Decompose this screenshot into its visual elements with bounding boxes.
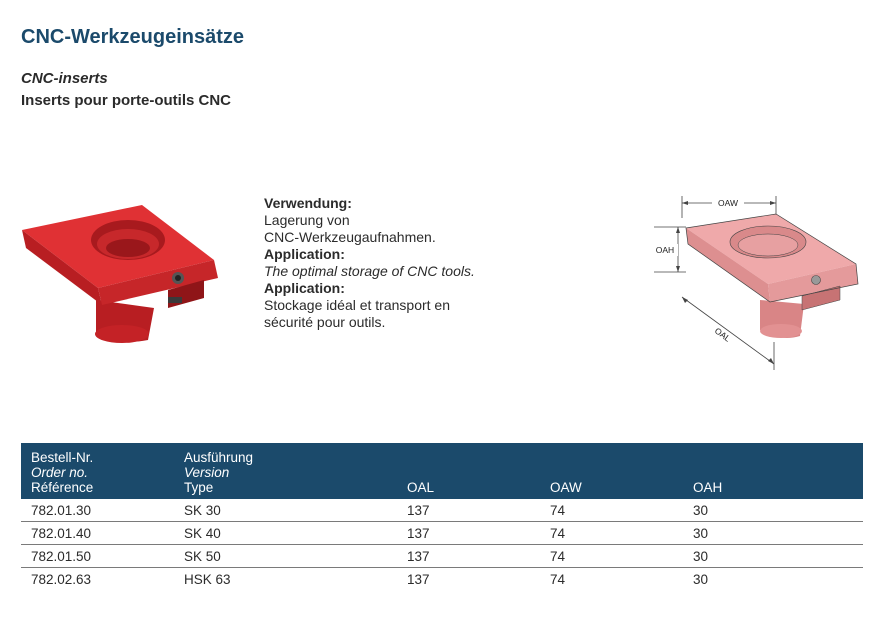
cell-oah: 30 bbox=[683, 499, 863, 522]
cell-type: SK 50 bbox=[174, 545, 397, 568]
usage-text-de-2: CNC-Werkzeugaufnahmen. bbox=[264, 229, 436, 245]
subtitle-french: Inserts pour porte-outils CNC bbox=[21, 92, 232, 109]
subtitle-english: CNC-inserts bbox=[21, 70, 108, 87]
oah-label: OAH bbox=[655, 245, 675, 255]
cell-ref: 782.01.50 bbox=[21, 545, 174, 568]
header-order-de: Bestell-Nr. bbox=[31, 450, 94, 465]
table-row bbox=[21, 545, 863, 568]
cell-oaw: 74 bbox=[540, 499, 683, 522]
specification-table bbox=[21, 443, 863, 590]
cell-type: SK 30 bbox=[174, 499, 397, 522]
application-text-fr-1: Stockage idéal et transport en bbox=[264, 297, 451, 313]
table-row bbox=[21, 522, 863, 545]
cell-oal: 137 bbox=[397, 499, 540, 522]
header-oah: OAH bbox=[693, 480, 723, 495]
oal-label: OAL bbox=[712, 325, 733, 344]
table-row bbox=[21, 499, 863, 522]
application-label-fr: Application: bbox=[264, 280, 345, 296]
cell-oal: 137 bbox=[407, 572, 430, 587]
cell-oah: 30 bbox=[683, 545, 863, 568]
header-version-en: Version bbox=[184, 465, 230, 480]
cell-oal: 137 bbox=[397, 522, 540, 545]
page-title: CNC-Werkzeugeinsätze bbox=[21, 26, 245, 48]
cell-oaw: 74 bbox=[540, 522, 683, 545]
cell-oaw: 74 bbox=[540, 545, 683, 568]
table-header-row bbox=[21, 443, 863, 499]
cell-type: HSK 63 bbox=[184, 572, 231, 587]
header-order-number bbox=[21, 443, 174, 499]
application-text-fr-2: sécurité pour outils. bbox=[264, 314, 386, 330]
cell-type: SK 40 bbox=[174, 522, 397, 545]
cell-ref: 782.01.30 bbox=[21, 499, 174, 522]
header-order-en: Order no. bbox=[31, 465, 89, 480]
header-version-de: Ausführung bbox=[184, 450, 254, 465]
cell-oal: 137 bbox=[397, 545, 540, 568]
application-text-en: The optimal storage of CNC tools. bbox=[264, 263, 475, 279]
cell-oah: 30 bbox=[683, 522, 863, 545]
description-block bbox=[264, 195, 564, 331]
cell-oaw: 74 bbox=[550, 572, 566, 587]
cell-ref: 782.01.40 bbox=[21, 522, 174, 545]
header-version bbox=[174, 443, 397, 499]
application-label-en: Application: bbox=[264, 246, 345, 262]
cell-oah: 30 bbox=[693, 572, 709, 587]
header-oal: OAL bbox=[407, 480, 435, 495]
dimension-diagram bbox=[650, 192, 870, 372]
header-version-fr: Type bbox=[184, 480, 214, 495]
oaw-label: OAW bbox=[718, 198, 738, 208]
header-order-fr: Référence bbox=[31, 480, 94, 495]
cell-ref: 782.02.63 bbox=[31, 572, 92, 587]
usage-text-de-1: Lagerung von bbox=[264, 212, 350, 228]
product-image bbox=[18, 200, 240, 350]
usage-label-de: Verwendung: bbox=[264, 195, 352, 211]
header-oaw: OAW bbox=[550, 480, 582, 495]
table-row bbox=[21, 568, 863, 591]
